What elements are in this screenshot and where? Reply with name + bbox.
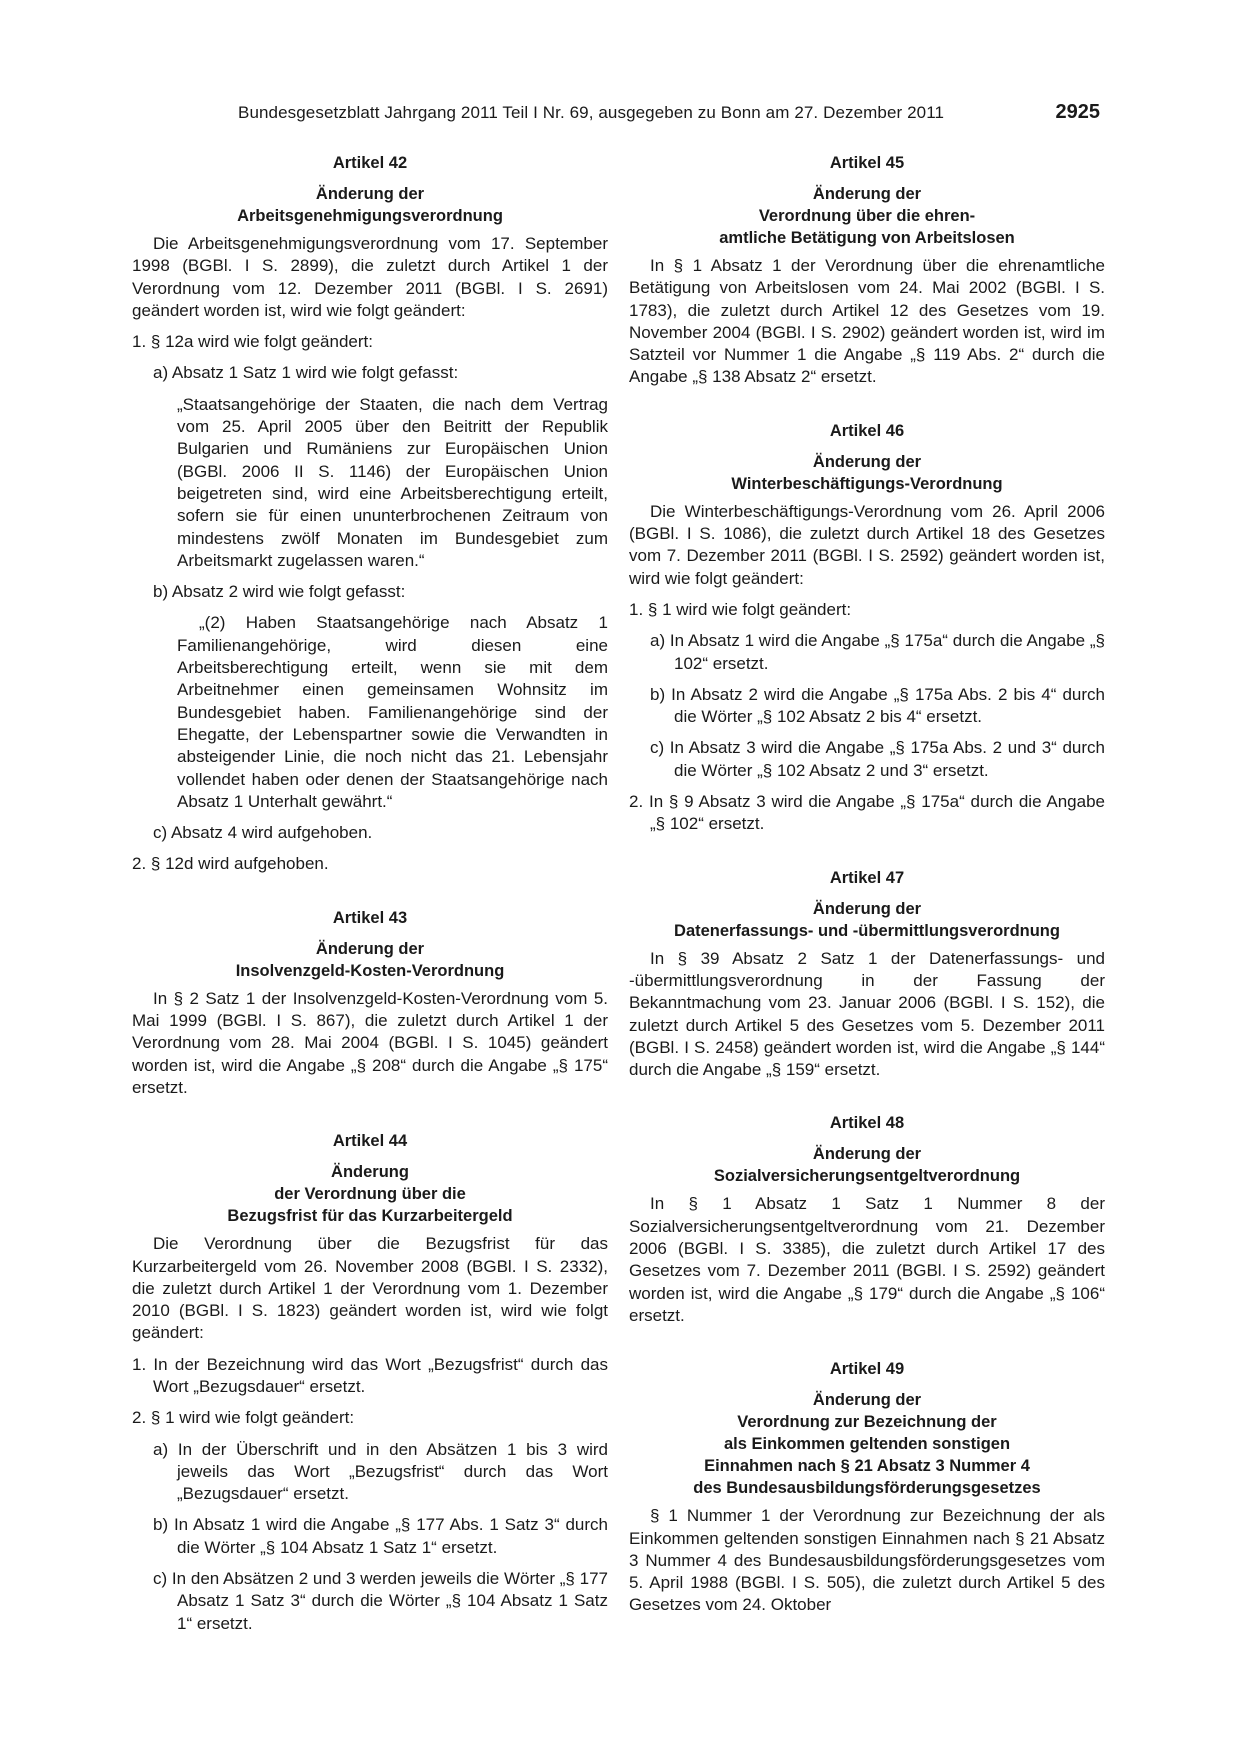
subtitle-line: Änderung der xyxy=(315,185,425,203)
subtitle-line: der Verordnung über die xyxy=(274,1185,466,1204)
article-title: Artikel 47 xyxy=(829,868,905,887)
subtitle-line: Änderung der xyxy=(812,452,922,471)
subtitle-line: Sozialversicherungsentgeltverordnung xyxy=(713,1167,1021,1186)
subtitle-line: Arbeitsgenehmigungsverordnung xyxy=(237,207,503,225)
subtitle-line: Änderung der xyxy=(812,1391,922,1410)
sub-item: c) Absatz 4 wird aufgehoben. xyxy=(153,823,373,843)
list-item: 2. § 1 wird wie folgt geändert: xyxy=(132,1408,355,1428)
list-item: 2. In § 9 Absatz 3 wird die Angabe „§ 175a“ durch die Angabe „§ 102“ ersetzt. xyxy=(629,792,1105,834)
sub-item: c) In Absatz 3 wird die Angabe „§ 175a Abs. 2 und 3“ durch die Wörter „§ 102 Absatz 2 und 3“ ersetzt. xyxy=(650,738,1105,780)
right-column xyxy=(629,152,1105,1648)
subtitle-line: Änderung der xyxy=(315,939,425,958)
article-49 xyxy=(629,1358,1105,1616)
article-subtitle xyxy=(629,183,1105,249)
page-number: 2925 xyxy=(1055,101,1100,123)
running-header xyxy=(238,102,1100,126)
subtitle-line: Änderung der xyxy=(812,185,922,203)
sub-item: c) In den Absätzen 2 und 3 werden jeweils die Wörter „§ 177 Absatz 1 Satz 3“ durch die Wörter „§ 104 Absatz 1 Satz 1“ ersetzt. xyxy=(153,1569,608,1633)
article-title: Artikel 46 xyxy=(829,421,905,440)
article-subtitle xyxy=(132,1161,608,1227)
sub-item: b) Absatz 2 wird wie folgt gefasst: xyxy=(153,582,406,602)
subtitle-line: Einnahmen nach § 21 Absatz 3 Nummer 4 xyxy=(704,1457,1030,1476)
article-subtitle xyxy=(629,451,1105,495)
article-intro: Die Winterbeschäftigungs-Verordnung vom 26. April 2006 (BGBl. I S. 1086), die zuletzt durch Artikel 18 des Gesetzes vom 7. Dezember 2011 (BGBl. I S. 2592) geändert worden ist, wird wie folgt geändert: xyxy=(629,501,1105,588)
article-42 xyxy=(132,152,608,876)
header-title: Bundesgesetzblatt Jahrgang 2011 Teil I Nr. 69, ausgegeben zu Bonn am 27. Dezember 2011 xyxy=(238,103,945,122)
article-45 xyxy=(629,152,1105,389)
article-48 xyxy=(629,1112,1105,1327)
list-item: 1. § 1 wird wie folgt geändert: xyxy=(629,599,852,619)
sub-item: a) In Absatz 1 wird die Angabe „§ 175a“ durch die Angabe „§ 102“ ersetzt. xyxy=(650,631,1105,673)
subtitle-line: amtliche Betätigung von Arbeitslosen xyxy=(719,229,1015,247)
sub-item: a) Absatz 1 Satz 1 wird wie folgt gefasst: xyxy=(153,363,459,383)
subtitle-line: Verordnung zur Bezeichnung der xyxy=(737,1413,997,1432)
article-body: § 1 Nummer 1 der Verordnung zur Bezeichnung der als Einkommen geltenden sonstigen Einnahmen nach § 21 Absatz 3 Nummer 4 des Bundesausbildungsförderungsgesetzes vom 5. April 1988 (BGBl. I S. 505), die zuletzt durch Artikel 5 des Gesetzes vom 24. Oktober xyxy=(629,1506,1105,1615)
article-title: Artikel 48 xyxy=(829,1114,905,1133)
article-subtitle xyxy=(629,1389,1105,1499)
left-column xyxy=(132,152,608,1666)
subtitle-line: Änderung xyxy=(331,1163,409,1182)
article-body: In § 1 Absatz 1 Satz 1 Nummer 8 der Sozialversicherungsentgeltverordnung vom 21. Dezember 2006 (BGBl. I S. 3385), die zuletzt durch Artikel 17 des Gesetzes vom 7. Dezember 2011 (BGBl. I S. 2592) geändert worden ist, wird die Angabe „§ 179“ durch die Angabe „§ 106“ ersetzt. xyxy=(629,1194,1105,1325)
article-title: Artikel 49 xyxy=(829,1360,905,1379)
list-item: 2. § 12d wird aufgehoben. xyxy=(132,854,329,874)
article-body: In § 2 Satz 1 der Insolvenzgeld-Kosten-Verordnung vom 5. Mai 1999 (BGBl. I S. 867), die zuletzt durch Artikel 1 der Verordnung vom 28. Mai 2004 (BGBl. I S. 1045) geändert worden ist, wird die Angabe „§ 208“ durch die Angabe „§ 175“ ersetzt. xyxy=(132,988,608,1097)
quoted-text: „(2) Haben Staatsangehörige nach Absatz 1 Familienangehörige, wird diesen eine Arbeitsberechtigung erteilt, wenn sie mit dem Arbeitnehmer einen gemeinsamen Wohnsitz im Bundesgebiet haben. Familienangehörige sind der Ehegatte, der Lebenspartner sowie die Verwandten in absteigender Linie, die noch nicht das 21. Lebensjahr vollendet haben oder denen der Staatsangehörige nach Absatz 1 Unterhalt gewährt.“ xyxy=(177,613,608,811)
subtitle-line: Änderung der xyxy=(812,1145,922,1164)
list-item: 1. In der Bezeichnung wird das Wort „Bezugsfrist“ durch das Wort „Bezugsdauer“ ersetzt. xyxy=(132,1354,608,1396)
article-title: Artikel 42 xyxy=(332,154,408,172)
article-46 xyxy=(629,420,1105,836)
article-body: In § 39 Absatz 2 Satz 1 der Datenerfassungs- und -übermittlungsverordnung in der Fassung der Bekanntmachung vom 23. Januar 2006 (BGBl. I S. 152), die zuletzt durch Artikel 5 des Gesetzes vom 5. Dezember 2011 (BGBl. I S. 2458) geändert worden ist, wird die Angabe „§ 144“ durch die Angabe „§ 159“ ersetzt. xyxy=(629,948,1105,1080)
article-subtitle xyxy=(132,183,608,227)
quoted-text: „Staatsangehörige der Staaten, die nach dem Vertrag vom 25. April 2005 über den Beitritt der Republik Bulgarien und Rumäniens zur Europäischen Union (BGBl. 2006 II S. 1146) der Europäischen Union beigetreten sind, wird eine Arbeitsberechtigung erteilt, sofern sie für einen ununterbrochenen Zeitraum von mindestens zwölf Monaten im Bundesgebiet zum Arbeitsmarkt zugelassen waren.“ xyxy=(177,394,608,570)
subtitle-line: Bezugsfrist für das Kurzarbeitergeld xyxy=(227,1207,513,1226)
article-subtitle xyxy=(132,938,608,982)
subtitle-line: Winterbeschäftigungs-Verordnung xyxy=(731,474,1003,493)
article-subtitle xyxy=(629,898,1105,942)
subtitle-line: Datenerfassungs- und -übermittlungsverordnung xyxy=(674,921,1060,940)
subtitle-line: des Bundesausbildungsförderungsgesetzes xyxy=(693,1479,1041,1498)
sub-item: b) In Absatz 1 wird die Angabe „§ 177 Abs. 1 Satz 3“ durch die Wörter „§ 104 Absatz 1 Satz 1“ ersetzt. xyxy=(153,1515,608,1557)
sub-item: a) In der Überschrift und in den Absätzen 1 bis 3 wird jeweils das Wort „Bezugsfrist“ durch das Wort „Bezugsdauer“ ersetzt. xyxy=(153,1439,608,1504)
article-intro: Die Arbeitsgenehmigungsverordnung vom 17. September 1998 (BGBl. I S. 2899), die zuletzt durch Artikel 1 der Verordnung vom 12. Dezember 2011 (BGBl. I S. 2691) geändert worden ist, wird wie folgt geändert: xyxy=(132,234,608,320)
article-intro: Die Verordnung über die Bezugsfrist für das Kurzarbeitergeld vom 26. November 2008 (BGBl. I S. 2332), die zuletzt durch Artikel 1 der Verordnung vom 1. Dezember 2010 (BGBl. I S. 1823) geändert worden ist, wird wie folgt geändert: xyxy=(132,1234,608,1343)
subtitle-line: Änderung der xyxy=(812,899,922,918)
article-subtitle xyxy=(629,1143,1105,1187)
article-47 xyxy=(629,867,1105,1082)
sub-item: b) In Absatz 2 wird die Angabe „§ 175a Abs. 2 bis 4“ durch die Wörter „§ 102 Absatz 2 bis 4“ ersetzt. xyxy=(650,684,1105,727)
list-item: 1. § 12a wird wie folgt geändert: xyxy=(132,332,373,352)
article-43 xyxy=(132,907,608,1099)
article-title: Artikel 43 xyxy=(332,908,408,927)
subtitle-line: Verordnung über die ehren- xyxy=(758,207,976,225)
article-title: Artikel 45 xyxy=(829,154,905,172)
article-44 xyxy=(132,1130,608,1635)
article-body: In § 1 Absatz 1 der Verordnung über die ehrenamtliche Betätigung von Arbeitslosen vom 24. Mai 2002 (BGBl. I S. 1783), die zuletzt durch Artikel 12 des Gesetzes vom 19. November 2004 (BGBl. I S. 2902) geändert worden ist, wird im Satzteil vor Nummer 1 die Angabe „§ 119 Abs. 2“ durch die Angabe „§ 138 Absatz 2“ ersetzt. xyxy=(629,256,1105,387)
subtitle-line: Insolvenzgeld-Kosten-Verordnung xyxy=(235,961,505,980)
subtitle-line: als Einkommen geltenden sonstigen xyxy=(723,1435,1011,1454)
article-title: Artikel 44 xyxy=(332,1132,408,1151)
